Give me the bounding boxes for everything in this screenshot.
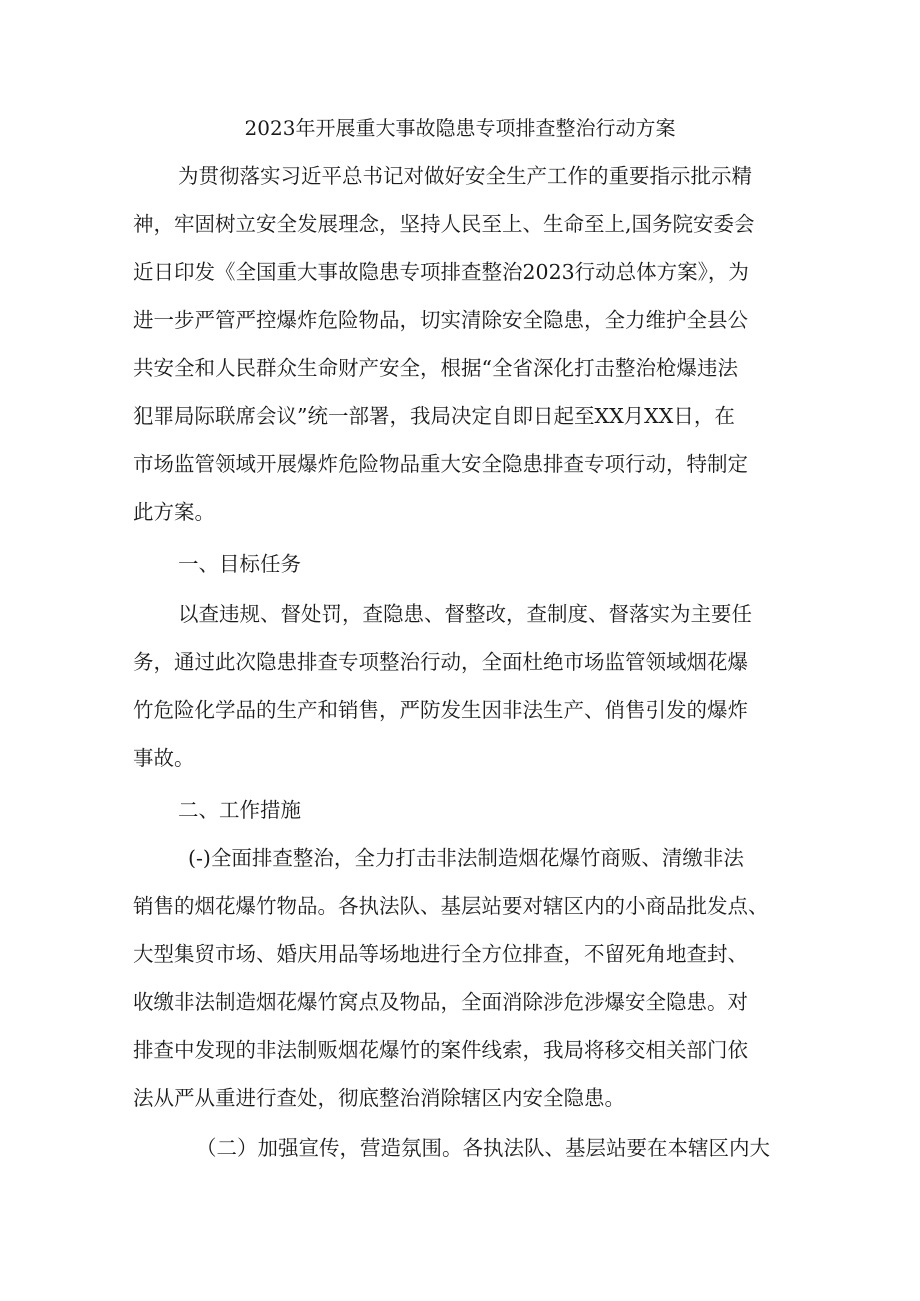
measure2-line-1: （二）加强宣传，营造氛围。各执法队、基层站要在本辖区内大: [196, 1136, 770, 1160]
intro-line-4: 进一步严管严控爆炸危险物品，切实清除安全隐患，全力维护全县公: [133, 308, 748, 332]
goals-line-4: 事故。: [133, 746, 195, 770]
measure1-line-4: 收缴非法制造烟花爆竹窝点及物品，全面消除涉危涉爆安全隐患。对: [133, 990, 748, 1014]
intro-line-8: 此方案。: [133, 500, 215, 524]
goals-line-1: 以查违规、督处罚，查隐患、督整改，查制度、督落实为主要任: [178, 602, 752, 626]
intro-line-2: 神，牢固树立安全发展理念，坚持人民至上、生命至上,国务院安委会: [133, 212, 755, 236]
measure1-line-3: 大型集贸市场、婚庆用品等场地进行全方位排查，不留死角地查封、: [133, 942, 748, 966]
section-heading-goals: 一、目标任务: [178, 552, 301, 576]
measure1-line-1: (-)全面排查整治，全力打击非法制造烟花爆竹商贩、清缴非法: [188, 846, 744, 870]
intro-line-3: 近日印发《全国重大事故隐患专项排查整治2023行动总体方案》，为: [133, 260, 749, 284]
intro-line-1: 为贯彻落实习近平总书记对做好安全生产工作的重要指示批示精: [178, 164, 752, 188]
goals-line-3: 竹危险化学品的生产和销售，严防发生因非法生产、俏售引发的爆炸: [133, 698, 748, 722]
intro-line-5: 共安全和人民群众生命财产安全，根据“全省深化打击整治枪爆违法: [133, 356, 738, 380]
measure1-line-2: 销售的烟花爆竹物品。各执法队、基层站要对辖区内的小商品批发点、: [133, 894, 769, 918]
section-heading-measures: 二、工作措施: [178, 798, 301, 822]
goals-line-2: 务，通过此次隐患排查专项整治行动，全面杜绝市场监管领域烟花爆: [133, 650, 748, 674]
intro-line-7: 市场监管领域开展爆炸危险物品重大安全隐患排查专项行动，特制定: [133, 452, 748, 476]
document-title: 2023年开展重大事故隐患专项排查整治行动方案: [244, 116, 676, 140]
measure1-line-6: 法从严从重进行查处，彻底整治消除辖区内安全隐患。: [133, 1086, 625, 1110]
intro-line-6: 犯罪局际联席会议”统一部署，我局决定自即日起至XX月XX日，在: [133, 404, 735, 428]
measure1-line-5: 排查中发现的非法制贩烟花爆竹的案件线索，我局将移交相关部门依: [133, 1038, 748, 1062]
